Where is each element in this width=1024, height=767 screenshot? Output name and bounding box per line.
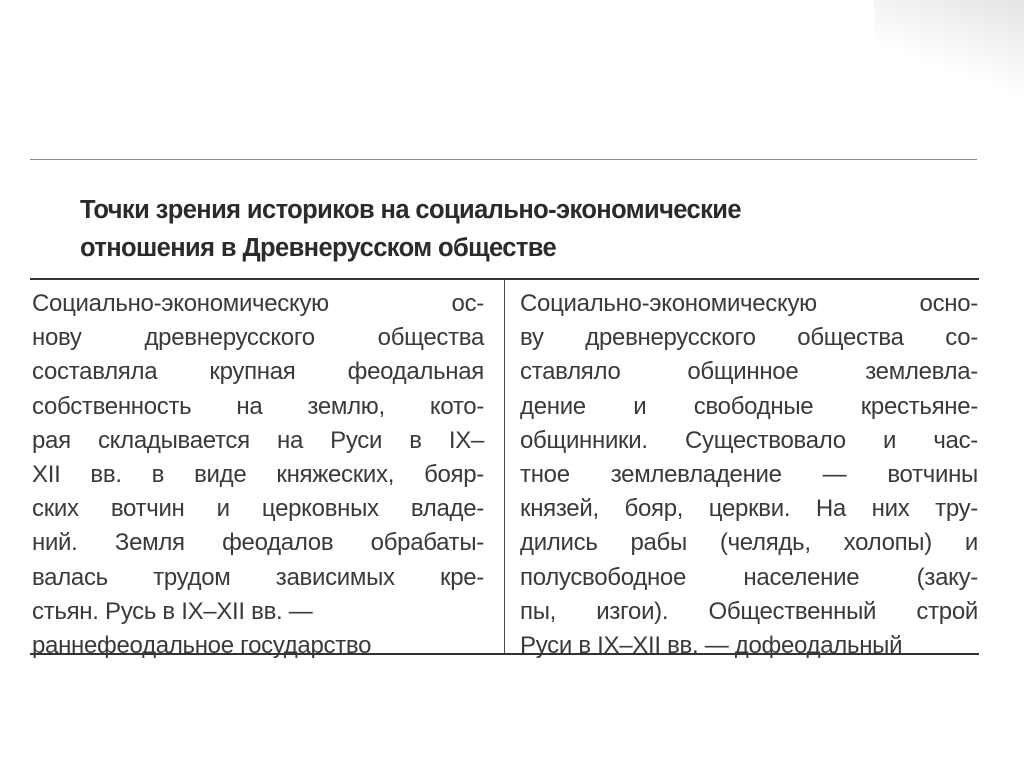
left-line: составляла крупная феодальная — [32, 358, 484, 386]
page-title — [80, 191, 980, 267]
left-line: валась трудом зависимых кре- — [32, 563, 484, 591]
title-line-1: Точки зрения историков на социально-экономические — [80, 196, 741, 224]
top-divider — [30, 159, 977, 160]
left-line: рая складывается на Руси в IX– — [32, 426, 484, 454]
right-line: князей, бояр, церкви. На них тру- — [520, 495, 978, 523]
left-line: XII вв. в виде княжеских, бояр- — [32, 461, 484, 489]
left-line: раннефеодальное государство — [32, 632, 372, 660]
right-line: дились рабы (челядь, холопы) и — [520, 529, 978, 557]
table-column-divider — [504, 279, 505, 653]
right-line: общинники. Существовало и час- — [520, 426, 978, 454]
right-line: тное землевладение — вотчины — [520, 461, 978, 489]
right-line: Социально-экономическую осно- — [520, 290, 978, 317]
right-line: Руси в IX–XII вв. — дофеодальный — [520, 632, 903, 660]
right-line: ву древнерусского общества со- — [520, 324, 978, 352]
left-line: собственность на землю, кото- — [32, 392, 484, 420]
right-line: дение и свободные крестьяне- — [520, 392, 978, 420]
left-column-text — [32, 287, 484, 663]
left-line: стьян. Русь в IX–XII вв. — — [32, 597, 313, 625]
right-column-text — [520, 287, 978, 663]
right-line: ставляло общинное землевла- — [520, 358, 978, 386]
left-line: ских вотчин и церковных владе- — [32, 495, 484, 523]
title-line-2: отношения в Древнерусском обществе — [80, 234, 557, 262]
left-line: ний. Земля феодалов обрабаты- — [32, 529, 484, 557]
left-line: Социально-экономическую ос- — [32, 290, 484, 317]
left-line: нову древнерусского общества — [32, 324, 484, 352]
right-line: пы, изгои). Общественный строй — [520, 597, 978, 625]
right-line: полусвободное население (заку- — [520, 563, 978, 591]
page-corner-shading — [874, 0, 1024, 110]
